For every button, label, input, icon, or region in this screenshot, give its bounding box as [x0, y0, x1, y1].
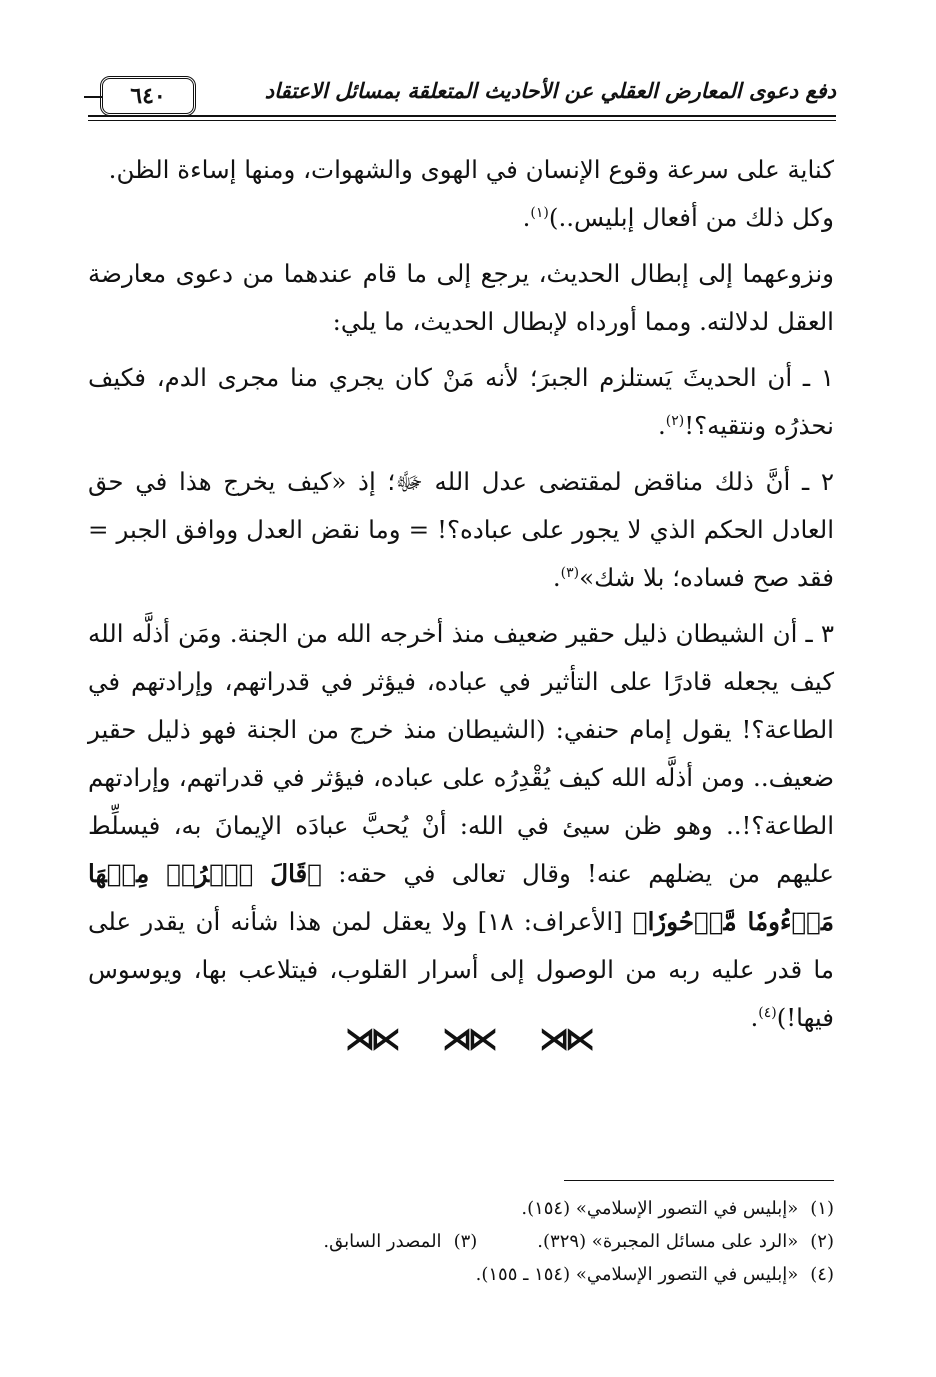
paragraph-4-end: . — [552, 563, 561, 592]
footnote-2-number: (٢) — [810, 1231, 834, 1252]
paragraph-1-end: . — [522, 203, 531, 232]
page-header — [88, 70, 836, 126]
header-rule — [88, 115, 836, 117]
footnote-4-number: (٤) — [810, 1264, 834, 1285]
main-text — [88, 146, 834, 1050]
paragraph-3-end: . — [657, 411, 666, 440]
paragraph-4-text: ٢ ـ أنَّ ذلك مناقض لمقتضى عدل الله ﷻ؛ إذ «كيف يخرج هذا في حق العادل الحكم الذي لا يجور على عباده؟! = وما نقض العدل ووافق الجبر = فقد صح فساده؛ بلا شك» — [88, 467, 834, 592]
footnote-2-3 — [88, 1225, 834, 1258]
paragraph-1 — [88, 146, 834, 242]
paragraph-5-text-a: ٣ ـ أن الشيطان ذليل حقير ضعيف منذ أخرجه الله من الجنة. ومَن أذلَّه الله كيف يجعله قادرًا على التأثير في عباده، فيؤثر في قدراتهم، وإرادتهم في الطاعة؟! يقول إمام حنفي: (الشيطان منذ خرج من الجنة فهو ذليل حقير ضعيف.. ومن أذلَّه الله كيف يُقْدِرُه على عباده، فيؤثر في قدراتهم، وإرادتهم الطاعة؟!.. وهو ظن سيئ في الله: أنْ يُحبَّ عبادَه الإيمانَ به، فيسلِّط عليهم من يضلهم عنه! وقال تعالى في حقه: — [88, 619, 835, 888]
footnote-1-text: «إبليس في التصور الإسلامي» (١٥٤). — [521, 1198, 799, 1219]
footnote-ref-3[interactable]: (٣) — [560, 564, 580, 581]
separator-mark-3: ⋊⋉ — [539, 1022, 592, 1057]
footnote-3-number: (٣) — [453, 1231, 478, 1252]
running-title: دفع دعوى المعارض العقلي عن الأحاديث المتعلقة بمسائل الاعتقاد — [264, 78, 836, 103]
paragraph-2-text: ونزوعهما إلى إبطال الحديث، يرجع إلى ما قام عندهما من دعوى معارضة العقل لدلالته. ومما أورداه لإبطال الحديث، ما يلي: — [88, 259, 834, 336]
page-number: ٦٤٠ — [100, 76, 196, 116]
paragraph-1-line-1: كناية على سرعة وقوع الإنسان في الهوى والشهوات، ومنها إساءة الظن. — [108, 155, 834, 184]
separator-mark-2: ⋊⋉ — [442, 1022, 494, 1057]
quran-verse: ﴿قَالَ ٱخۡرُجۡ مِنۡهَا مَذۡءُومٗا مَّدۡحُورٗا﴾ — [88, 859, 834, 936]
footnotes — [88, 1192, 834, 1291]
paragraph-1-line-2: وكل ذلك من أفعال إبليس..) — [548, 203, 834, 232]
paragraph-2 — [88, 250, 834, 346]
footnote-3-text: المصدر السابق. — [323, 1231, 442, 1252]
footnote-1 — [88, 1192, 834, 1225]
header-dash — [84, 96, 102, 98]
footnote-2-text: «الرد على مسائل المجبرة» (٣٢٩). — [537, 1231, 799, 1252]
footnote-ref-2[interactable]: (٢) — [665, 412, 685, 429]
footnote-ref-4[interactable]: (٤) — [758, 1004, 777, 1021]
footnote-1-number: (١) — [810, 1198, 834, 1219]
section-separator — [0, 1022, 936, 1057]
header-rule-thin — [88, 120, 836, 121]
paragraph-5 — [88, 610, 834, 1042]
footnote-ref-1[interactable]: (١) — [530, 204, 549, 221]
paragraph-4 — [88, 458, 834, 602]
footnote-4-text: «إبليس في التصور الإسلامي» (١٥٤ ـ ١٥٥). — [475, 1264, 799, 1285]
paragraph-3 — [88, 354, 834, 450]
paragraph-5-end: . — [750, 1003, 759, 1032]
footnote-rule — [564, 1180, 834, 1181]
paragraph-3-text: ١ ـ أن الحديثَ يَستلزم الجبرَ؛ لأنه مَنْ كان يجري منا مجرى الدم، فكيف نحذرُه ونتقيه؟! — [88, 363, 834, 440]
footnote-4 — [88, 1258, 834, 1291]
paragraph-5-text-b: [الأعراف: ١٨] ولا يعقل لمن هذا شأنه أن يقدر على ما قدر عليه ربه من الوصول إلى أسرار القلوب، فيتلاعب بها، ويوسوس فيها!) — [88, 907, 834, 1032]
separator-mark-1: ⋊⋉ — [344, 1022, 397, 1057]
